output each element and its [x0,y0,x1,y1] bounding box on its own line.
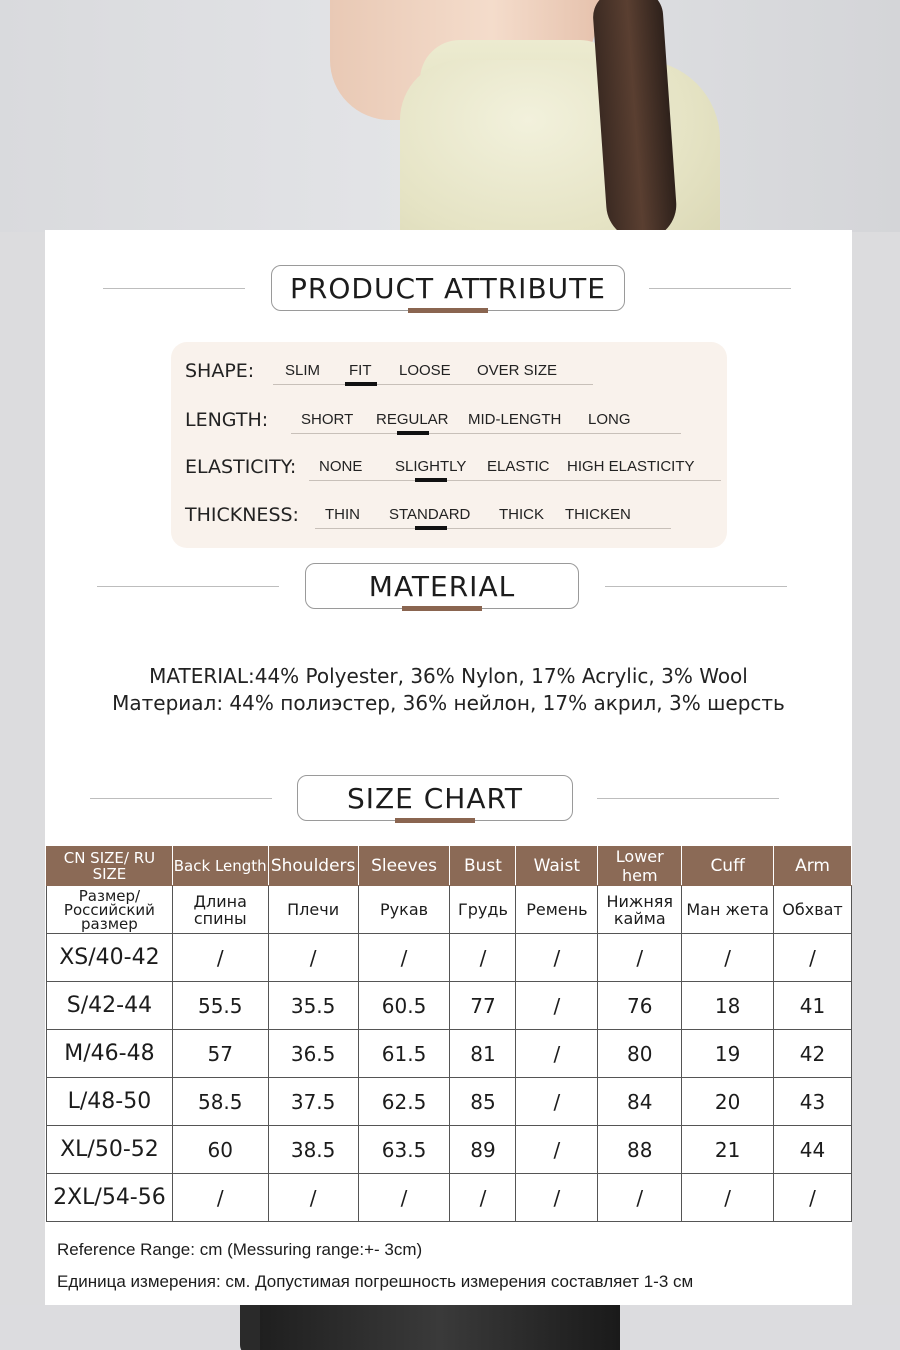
column-header: Рукав [358,886,450,934]
model-photo-top [0,0,900,232]
table-cell: / [516,982,598,1030]
table-cell: 55.5 [172,982,268,1030]
divider-line [90,798,272,799]
attribute-option-selected: REGULAR [376,411,449,428]
column-header: Waist [516,847,598,886]
attribute-row-thickness [185,500,725,536]
table-cell: / [172,934,268,982]
table-cell: 57 [172,1030,268,1078]
table-cell: / [450,934,516,982]
column-header: Ремень [516,886,598,934]
size-cell: L/48-50 [47,1078,173,1126]
attribute-row-length [185,405,725,441]
title-accent-bar [402,606,482,611]
product-attribute-header [271,265,625,311]
column-header: Cuff [682,847,774,886]
column-header: Грудь [450,886,516,934]
table-cell: / [268,934,358,982]
table-cell: 42 [774,1030,852,1078]
column-header: CN SIZE/ RU SIZE [47,847,173,886]
model-photo-bottom [0,1305,900,1350]
option-underline [309,480,721,481]
table-cell: / [516,1030,598,1078]
attribute-box [171,342,727,548]
column-header: Bust [450,847,516,886]
attribute-option: THIN [325,506,360,523]
table-cell: / [774,934,852,982]
table-cell: 60 [172,1126,268,1174]
product-info-panel [45,230,852,1305]
table-cell: 81 [450,1030,516,1078]
table-cell: 58.5 [172,1078,268,1126]
selected-marker [397,431,429,435]
column-header: Shoulders [268,847,358,886]
table-cell: 41 [774,982,852,1030]
table-cell: / [516,1126,598,1174]
table-cell: 61.5 [358,1030,450,1078]
table-row [47,934,852,982]
table-cell: / [516,934,598,982]
selected-marker [345,382,377,386]
attribute-option: LONG [588,411,631,428]
section-title: PRODUCT ATTRIBUTE [290,271,606,305]
title-accent-bar [395,818,475,823]
attribute-label: LENGTH: [185,409,269,431]
attribute-option-selected: FIT [349,362,372,379]
table-cell: 84 [598,1078,682,1126]
attribute-option: HIGH ELASTICITY [567,458,695,475]
section-title: SIZE CHART [346,781,524,815]
table-row [47,1126,852,1174]
attribute-row-elasticity [185,452,725,488]
size-cell: XS/40-42 [47,934,173,982]
attribute-option: LOOSE [399,362,451,379]
size-cell: S/42-44 [47,982,173,1030]
title-accent-bar [408,308,488,313]
attribute-option: SHORT [301,411,354,428]
table-cell: 19 [682,1030,774,1078]
column-header: Длина спины [172,886,268,934]
attribute-row-shape [185,356,725,392]
table-cell: 63.5 [358,1126,450,1174]
attribute-option: ELASTIC [487,458,550,475]
table-cell: / [172,1174,268,1222]
option-underline [273,384,593,385]
table-cell: 88 [598,1126,682,1174]
table-cell: 76 [598,982,682,1030]
table-row [47,1174,852,1222]
table-cell: 43 [774,1078,852,1126]
attribute-option: SLIM [285,362,321,379]
column-header: Размер/ Российский размер [47,886,173,934]
attribute-option: MID-LENGTH [468,411,562,428]
column-header: Lower hem [598,847,682,886]
table-cell: / [598,1174,682,1222]
size-cell: M/46-48 [47,1030,173,1078]
table-cell: / [598,934,682,982]
size-chart-header [297,775,573,821]
table-cell: 89 [450,1126,516,1174]
size-cell: XL/50-52 [47,1126,173,1174]
attribute-option-selected: SLIGHTLY [395,458,467,475]
table-row [47,1078,852,1126]
size-chart-table [46,846,852,1222]
column-header: Нижняя кайма [598,886,682,934]
reference-range-note-ru: Единица измерения: см. Допустимая погрешность измерения составляет 1-3 см [57,1272,694,1291]
material-composition-en: MATERIAL:44% Polyester, 36% Nylon, 17% Acrylic, 3% Wool [149,664,748,688]
table-header-ru [47,886,852,934]
table-cell: 80 [598,1030,682,1078]
table-cell: / [450,1174,516,1222]
column-header: Плечи [268,886,358,934]
table-cell: / [516,1174,598,1222]
attribute-option: THICKEN [565,506,631,523]
section-title: MATERIAL [368,569,516,603]
table-cell: 37.5 [268,1078,358,1126]
material-header [305,563,579,609]
table-cell: 38.5 [268,1126,358,1174]
table-cell: / [682,1174,774,1222]
column-header: Обхват [774,886,852,934]
table-cell: / [774,1174,852,1222]
model-skirt [260,1305,620,1350]
attribute-label: ELASTICITY: [185,456,297,478]
material-composition-ru: Материал: 44% полиэстер, 36% нейлон, 17% акрил, 3% шерсть [112,691,785,715]
divider-line [103,288,245,289]
table-cell: 60.5 [358,982,450,1030]
table-cell: 20 [682,1078,774,1126]
table-cell: 21 [682,1126,774,1174]
attribute-label: THICKNESS: [185,504,299,526]
table-cell: 18 [682,982,774,1030]
attribute-option: THICK [499,506,544,523]
table-cell: 85 [450,1078,516,1126]
table-cell: / [268,1174,358,1222]
table-row [47,1030,852,1078]
divider-line [649,288,791,289]
attribute-option: NONE [319,458,363,475]
table-cell: 36.5 [268,1030,358,1078]
table-cell: / [682,934,774,982]
reference-range-note-en: Reference Range: cm (Messuring range:+- 3cm) [57,1240,423,1259]
attribute-option-selected: STANDARD [389,506,471,523]
table-cell: 35.5 [268,982,358,1030]
divider-line [605,586,787,587]
attribute-option: OVER SIZE [477,362,558,379]
attribute-label: SHAPE: [185,360,255,382]
size-cell: 2XL/54-56 [47,1174,173,1222]
table-header-en [47,847,852,886]
selected-marker [415,478,447,482]
table-cell: / [358,1174,450,1222]
column-header: Sleeves [358,847,450,886]
table-cell: 77 [450,982,516,1030]
table-cell: / [516,1078,598,1126]
table-cell: / [358,934,450,982]
table-cell: 44 [774,1126,852,1174]
option-underline [315,528,671,529]
table-cell: 62.5 [358,1078,450,1126]
column-header: Arm [774,847,852,886]
column-header: Back Length [172,847,268,886]
divider-line [597,798,779,799]
divider-line [97,586,279,587]
selected-marker [415,526,447,530]
table-row [47,982,852,1030]
option-underline [291,433,681,434]
column-header: Ман жета [682,886,774,934]
